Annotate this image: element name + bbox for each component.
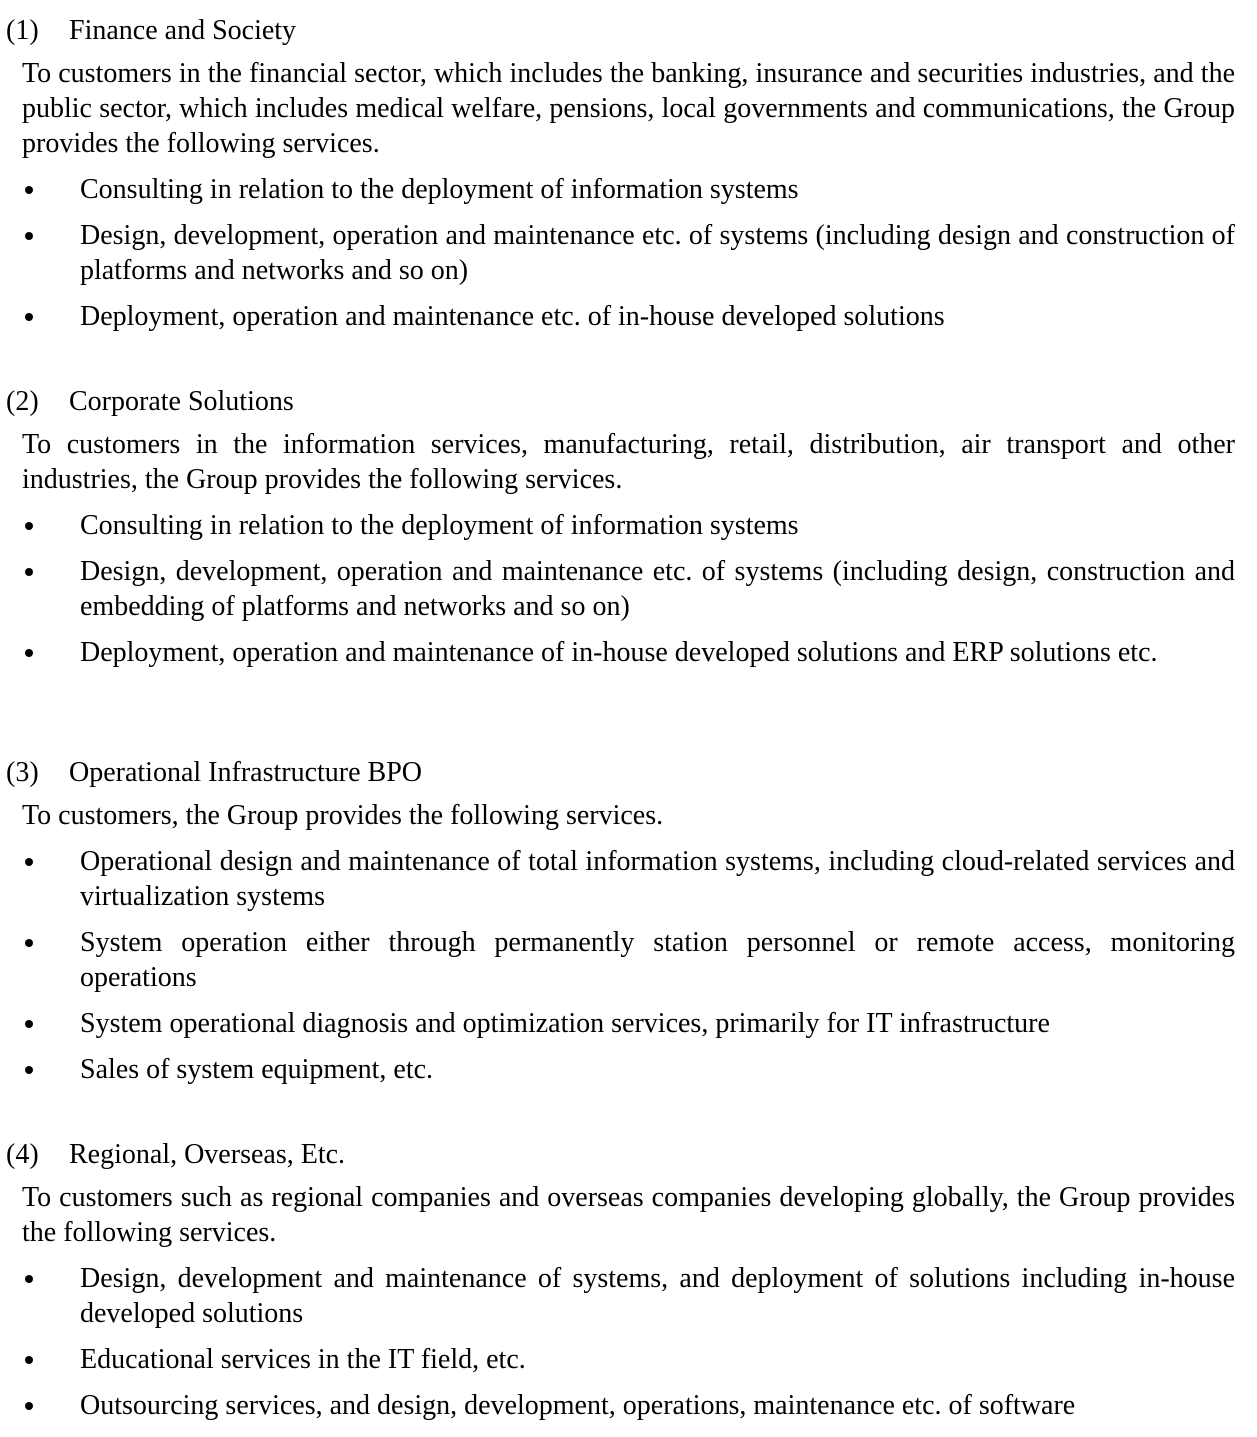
bullet-icon (25, 1020, 33, 1028)
section-intro: To customers, the Group provides the following services. (22, 800, 664, 831)
list-item (0, 172, 1257, 207)
bullet-icon (25, 858, 33, 866)
section-title: Operational Infrastructure BPO (69, 757, 422, 788)
section-operational-infrastructure-bpo (0, 755, 1257, 1087)
list-item (0, 1342, 1257, 1377)
section-heading (0, 384, 1257, 419)
bullet-icon (25, 186, 33, 194)
bullet-icon (25, 568, 33, 576)
list-item-text: Deployment, operation and maintenance etc. of in-house developed solutions (80, 301, 945, 332)
section-number: (4) (6, 1139, 39, 1170)
bullet-icon (25, 1066, 33, 1074)
section-number: (2) (6, 386, 39, 417)
section-intro: To customers in the information services, manufacturing, retail, distribution, air transport and other industries, the Group provides the following services. (22, 429, 1235, 495)
bullet-icon (25, 939, 33, 947)
list-item-text: Design, development, operation and maintenance etc. of systems (including design, construction and embedding of platforms and networks and so on) (80, 556, 1235, 622)
bullet-icon (25, 1402, 33, 1410)
list-item (0, 925, 1257, 995)
list-item-text: Design, development, operation and maintenance etc. of systems (including design and construction of platforms and networks and so on) (80, 220, 1235, 286)
section-intro: To customers such as regional companies and overseas companies developing globally, the Group provides the following services. (22, 1182, 1235, 1248)
section-number: (3) (6, 757, 39, 788)
section-intro: To customers in the financial sector, which includes the banking, insurance and securities industries, and the public sector, which includes medical welfare, pensions, local governments and communications, the Group provides the following services. (22, 58, 1235, 159)
list-item-text: Design, development and maintenance of systems, and deployment of solutions including in-house developed solutions (80, 1263, 1235, 1329)
bullet-icon (25, 1275, 33, 1283)
bullet-list (0, 844, 1257, 1087)
list-item (0, 299, 1257, 334)
section-heading (0, 13, 1257, 48)
list-item-text: Operational design and maintenance of total information systems, including cloud-related services and virtualization systems (80, 846, 1235, 912)
bullet-icon (25, 522, 33, 530)
bullet-icon (25, 313, 33, 321)
section-corporate-solutions (0, 384, 1257, 670)
list-item (0, 554, 1257, 624)
bullet-icon (25, 1356, 33, 1364)
list-item-text: Consulting in relation to the deployment of information systems (80, 174, 799, 205)
section-title: Corporate Solutions (69, 386, 294, 417)
section-heading (0, 755, 1257, 790)
bullet-icon (25, 649, 33, 657)
list-item (0, 635, 1257, 670)
list-item-text: Educational services in the IT field, etc. (80, 1344, 526, 1375)
list-item (0, 844, 1257, 914)
list-item-text: System operational diagnosis and optimization services, primarily for IT infrastructure (80, 1008, 1050, 1039)
list-item (0, 508, 1257, 543)
list-item (0, 1006, 1257, 1041)
section-regional-overseas (0, 1137, 1257, 1423)
list-item-text: Consulting in relation to the deployment of information systems (80, 510, 799, 541)
bullet-list (0, 508, 1257, 670)
list-item (0, 218, 1257, 288)
list-item-text: Sales of system equipment, etc. (80, 1054, 434, 1085)
bullet-list (0, 172, 1257, 334)
list-item-text: Deployment, operation and maintenance of in-house developed solutions and ERP solutions etc. (80, 637, 1158, 668)
list-item (0, 1052, 1257, 1087)
bullet-list (0, 1261, 1257, 1423)
bullet-icon (25, 232, 33, 240)
section-title: Finance and Society (69, 15, 297, 46)
section-finance-and-society (0, 13, 1257, 334)
section-title: Regional, Overseas, Etc. (69, 1139, 346, 1170)
list-item (0, 1261, 1257, 1331)
section-number: (1) (6, 15, 39, 46)
section-heading (0, 1137, 1257, 1172)
list-item (0, 1388, 1257, 1423)
list-item-text: System operation either through permanently station personnel or remote access, monitoring operations (80, 927, 1235, 993)
list-item-text: Outsourcing services, and design, development, operations, maintenance etc. of software (80, 1390, 1076, 1421)
